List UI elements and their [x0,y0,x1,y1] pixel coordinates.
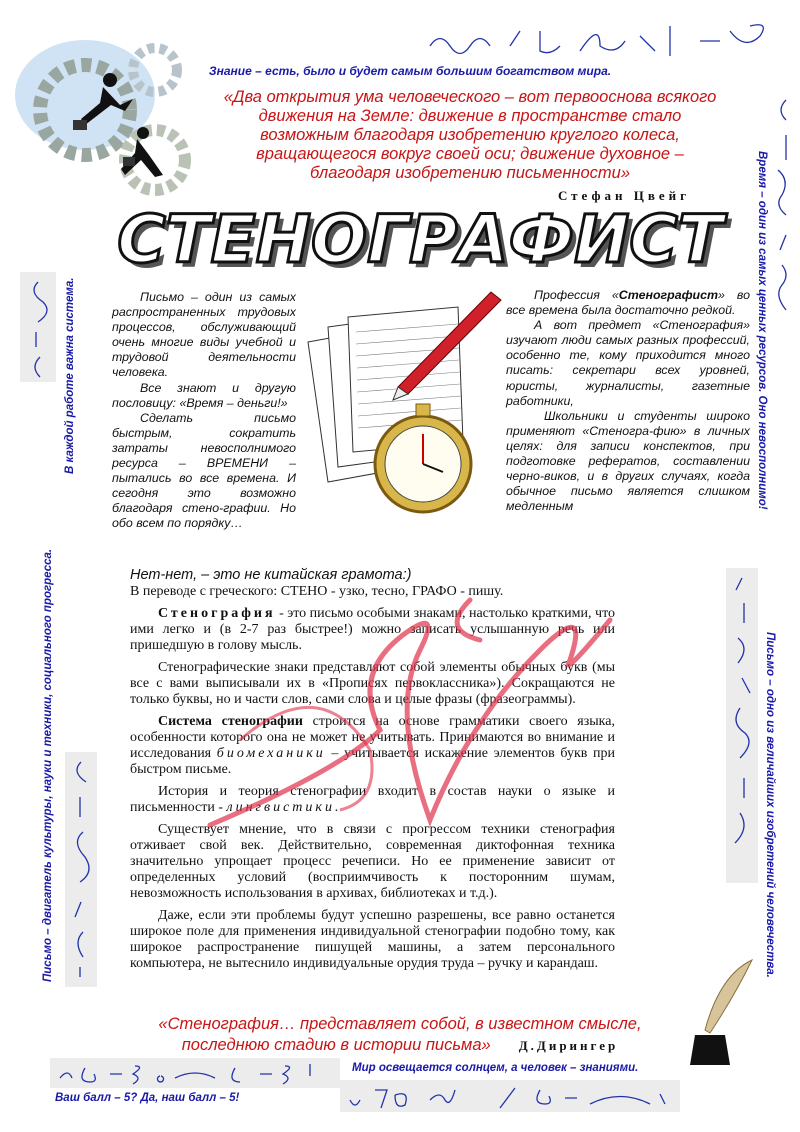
score-text: Ваш балл – 5? Да, наш балл – 5! [55,1092,240,1104]
paragraph: Стенографические знаки представляют собой элементы обычных букв (мы все с вами выписывали их в «Прописях первоклассника»). Сокращаются не только буквы, но и части слов, сами слова и целые фразы (фразеограммы). [130,660,615,707]
text: строится на основе грамматики своего языка, особенности которого она не может не учитывать. Принимаются во внимание и исследования [130,714,615,761]
quote-author: Стефан Цвейг [557,188,690,203]
term: лингвистики. [226,800,342,815]
shorthand-left-top-box [20,272,56,382]
quote-last-row [120,1035,680,1056]
paragraph [506,288,750,318]
paragraph: Даже, если эти проблемы будут успешно разрешены, все равно останется широкое поле для применения индивидуальной стенографии подобно тому, как широкое распространение пишущей машины, а затем персонального компьютера, не вытеснило индивидуальные орудия труда – ручку и карандаш. [130,908,615,971]
quote-line: «Два открытия ума человеческого – вот первооснова всякого [223,88,717,106]
quote-line: вращающегося вокруг своей оси; движение духовное – [256,145,684,163]
paragraph: А вот предмет «Стенография» изучают люди самых разных профессий, особенно те, кому приходится много писать: секретари всех уровней, юристы, журналисты, газетные работники, [506,318,750,408]
quote-author: Д.Дирингер [518,1038,619,1053]
intro-line: Нет-нет, – это не китайская грамота:) [130,567,412,583]
profession-term: Стенографист [618,288,719,302]
quill-inkwell-icon [680,955,760,1075]
main-text [130,566,615,978]
shorthand-left-bottom-box [65,752,97,987]
side-text-right-top: Время – один из самых ценных ресурсов. Оно невосполнимо! [756,150,768,510]
paragraph [130,714,615,778]
zweig-quote [190,88,750,183]
text: - это письмо особыми знаками, настолько краткими, что ими легко и (в 2-7 раз быстрее!) можно записать услышанную речь или пришедшую в голову мысль. [130,606,615,653]
shorthand-right-top [772,95,800,335]
quote-line: благодаря изобретению письменности» [309,164,631,182]
text: История и теория стенографии входит в состав науки о языке и письменности - [130,784,615,815]
side-text-left-bottom: Письмо – двигатель культуры, науки и техники, социального прогресса. [42,548,54,982]
text: » во все времена была достаточно редкой. [506,288,750,318]
paragraph: Письмо – один из самых распространенных трудовых процессов, обслуживающий очень многие виды учебной и трудовой деятельности человека. [112,290,296,380]
paragraph: Сделать письмо быстрым, сократить затраты невосполнимого ресурса – ВРЕМЕНИ – пытались во все времена. И сегодня это возможно благодаря стено-графии. Но обо всем по порядку… [112,410,296,531]
paragraph: Все знают и другую пословицу: «Время – деньги!» [112,380,296,410]
left-column [112,290,296,532]
quote-line: возможным благодаря изобретению круглого колеса, [260,126,680,144]
shorthand-top [420,16,790,62]
quote-line: «Стенография… представляет собой, в известном смысле, [158,1015,642,1033]
motto: Знание – есть, было и будет самым большим богатством мира. [208,64,612,78]
shorthand-right-bottom-box [726,568,758,883]
shorthand-score-box [50,1058,340,1088]
side-text-left-top: В каждой работе важна система. [64,277,76,475]
translation-line: В переводе с греческого: СТЕНО - узко, тесно, ГРАФО - пишу. [130,584,504,599]
quote-line: последнюю стадию в истории письма» [181,1036,491,1054]
diringer-quote [120,1014,680,1056]
term: биомеханики [216,746,326,761]
gears-logo [15,25,205,205]
text: Профессия « [534,288,619,302]
page-title: СТЕНОГРАФИСТ [117,201,723,278]
term: Система стенографии [158,714,303,729]
term: Стенография [158,606,276,621]
paragraph: Существует мнение, что в связи с прогрессом техники стенография отживает свой век. Действительно, современная диктофонная техника значительно упрощает процесс речеписи. Но ее применение зависит от определенных условий (восприимчивость к посторонним шумам, невозможность использования в архивах, библиотеках и т.д.). [130,822,615,901]
paragraph [130,606,615,654]
paragraph [130,784,615,816]
papers-pen-stopwatch-illustration [298,282,504,537]
paragraph: Школьники и студенты широко применяют «Стеногра-фию» в личных целях: для записи конспектов, при подготовке рефератов, составлении черно-виков, и в других случаях, когда обычное письмо является слишком медленным [506,408,750,514]
right-column [506,288,750,514]
shorthand-proverb-box [340,1080,680,1112]
text: – учитывается искажение элементов букв при быстром письме. [130,746,615,777]
side-text-right-bottom: Письмо – одно из величайших изобретений человечества. [764,632,776,978]
quote-line: движения на Земле: движение в пространстве стало [258,107,682,125]
proverb-text: Мир освещается солнцем, а человек – знаниями. [352,1062,639,1074]
